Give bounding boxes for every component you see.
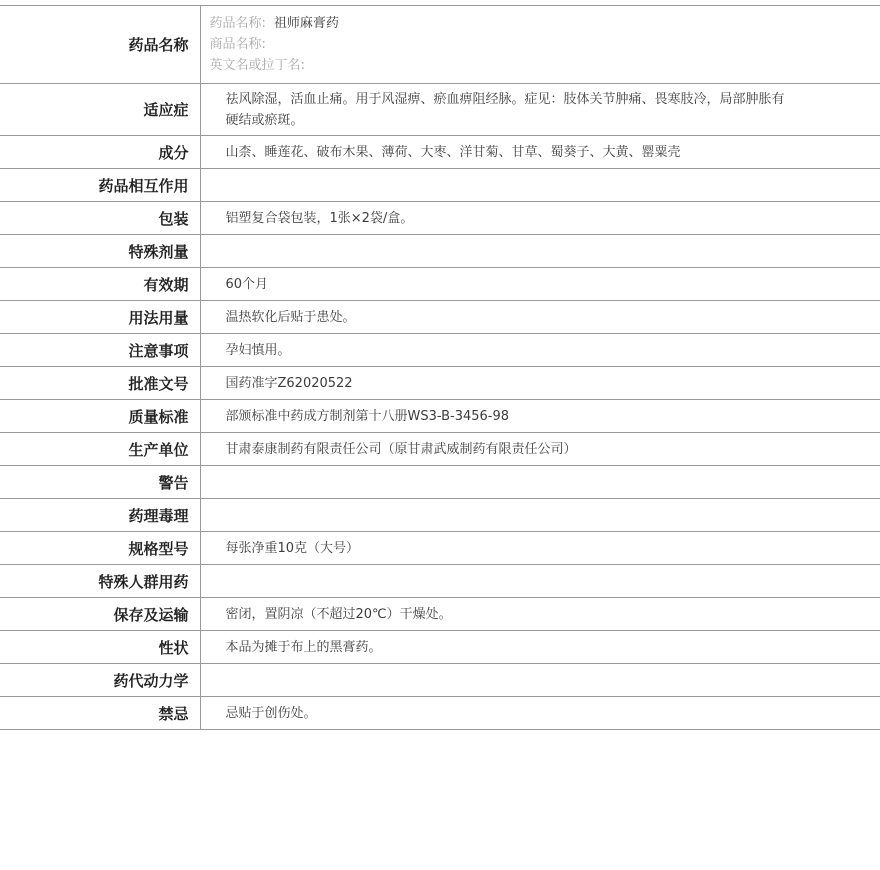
quality-standard-row [0, 400, 880, 433]
generic-name-line [210, 13, 791, 34]
precautions-row [0, 334, 880, 367]
generic-name-value: 祖师麻膏药 [273, 16, 339, 31]
row-label: 保存及运输 [0, 598, 200, 631]
row-label: 成分 [0, 136, 200, 169]
row-label: 禁忌 [0, 697, 200, 730]
approval-number-row [0, 367, 880, 400]
row-label: 特殊剂量 [0, 235, 200, 268]
row-value: 60个月 [200, 268, 880, 301]
row-value [200, 664, 880, 697]
usage-dosage-row [0, 301, 880, 334]
row-value [200, 565, 880, 598]
row-label: 质量标准 [0, 400, 200, 433]
row-value: 本品为摊于布上的黑膏药。 [200, 631, 880, 664]
row-label: 有效期 [0, 268, 200, 301]
row-label: 性状 [0, 631, 200, 664]
drug-name-row [0, 6, 880, 84]
manufacturer-row [0, 433, 880, 466]
row-label: 药品相互作用 [0, 169, 200, 202]
row-label: 用法用量 [0, 301, 200, 334]
row-value: 每张净重10克（大号） [200, 532, 880, 565]
row-label: 警告 [0, 466, 200, 499]
generic-name-key: 药品名称: [209, 16, 266, 31]
packaging-row [0, 202, 880, 235]
special-dosage-row [0, 235, 880, 268]
storage-transport-row [0, 598, 880, 631]
row-value: 温热软化后贴于患处。 [200, 301, 880, 334]
drug-name-cell [200, 6, 880, 84]
drug-info-table [0, 5, 880, 730]
pharmacology-toxicology-row [0, 499, 880, 532]
row-value: 祛风除湿，活血止痛。用于风湿痹、瘀血痹阻经脉。症见：肢体关节肿痛、畏寒肢冷，局部肿胀有硬结或瘀斑。 [200, 84, 880, 136]
row-value: 甘肃泰康制药有限责任公司（原甘肃武威制药有限责任公司） [200, 433, 880, 466]
pharmacokinetics-row [0, 664, 880, 697]
row-label: 特殊人群用药 [0, 565, 200, 598]
row-value: 铝塑复合袋包装，1张×2袋/盒。 [200, 202, 880, 235]
shelf-life-row [0, 268, 880, 301]
row-value [200, 235, 880, 268]
row-label: 药理毒理 [0, 499, 200, 532]
row-label: 药代动力学 [0, 664, 200, 697]
english-name-line [210, 55, 791, 76]
row-value [200, 466, 880, 499]
specification-row [0, 532, 880, 565]
appearance-row [0, 631, 880, 664]
drug-name-label: 药品名称 [0, 6, 200, 84]
row-value: 孕妇慎用。 [200, 334, 880, 367]
row-value: 忌贴于创伤处。 [200, 697, 880, 730]
row-value: 国药准字Z62020522 [200, 367, 880, 400]
english-name-key: 英文名或拉丁名: [209, 58, 305, 73]
row-label: 包装 [0, 202, 200, 235]
ingredients-row [0, 136, 880, 169]
special-population-row [0, 565, 880, 598]
row-label: 批准文号 [0, 367, 200, 400]
row-value: 密闭，置阴凉（不超过20℃）干燥处。 [200, 598, 880, 631]
row-value: 山柰、睡莲花、破布木果、薄荷、大枣、洋甘菊、甘草、蜀葵子、大黄、罂粟壳 [200, 136, 880, 169]
row-label: 生产单位 [0, 433, 200, 466]
trade-name-key: 商品名称: [209, 37, 266, 52]
trade-name-line [210, 34, 791, 55]
row-value [200, 499, 880, 532]
indication-row [0, 84, 880, 136]
row-label: 注意事项 [0, 334, 200, 367]
contraindications-row [0, 697, 880, 730]
row-label: 规格型号 [0, 532, 200, 565]
row-value: 部颁标准中药成方制剂第十八册WS3-B-3456-98 [200, 400, 880, 433]
row-value [200, 169, 880, 202]
interactions-row [0, 169, 880, 202]
row-label: 适应症 [0, 84, 200, 136]
warning-row [0, 466, 880, 499]
